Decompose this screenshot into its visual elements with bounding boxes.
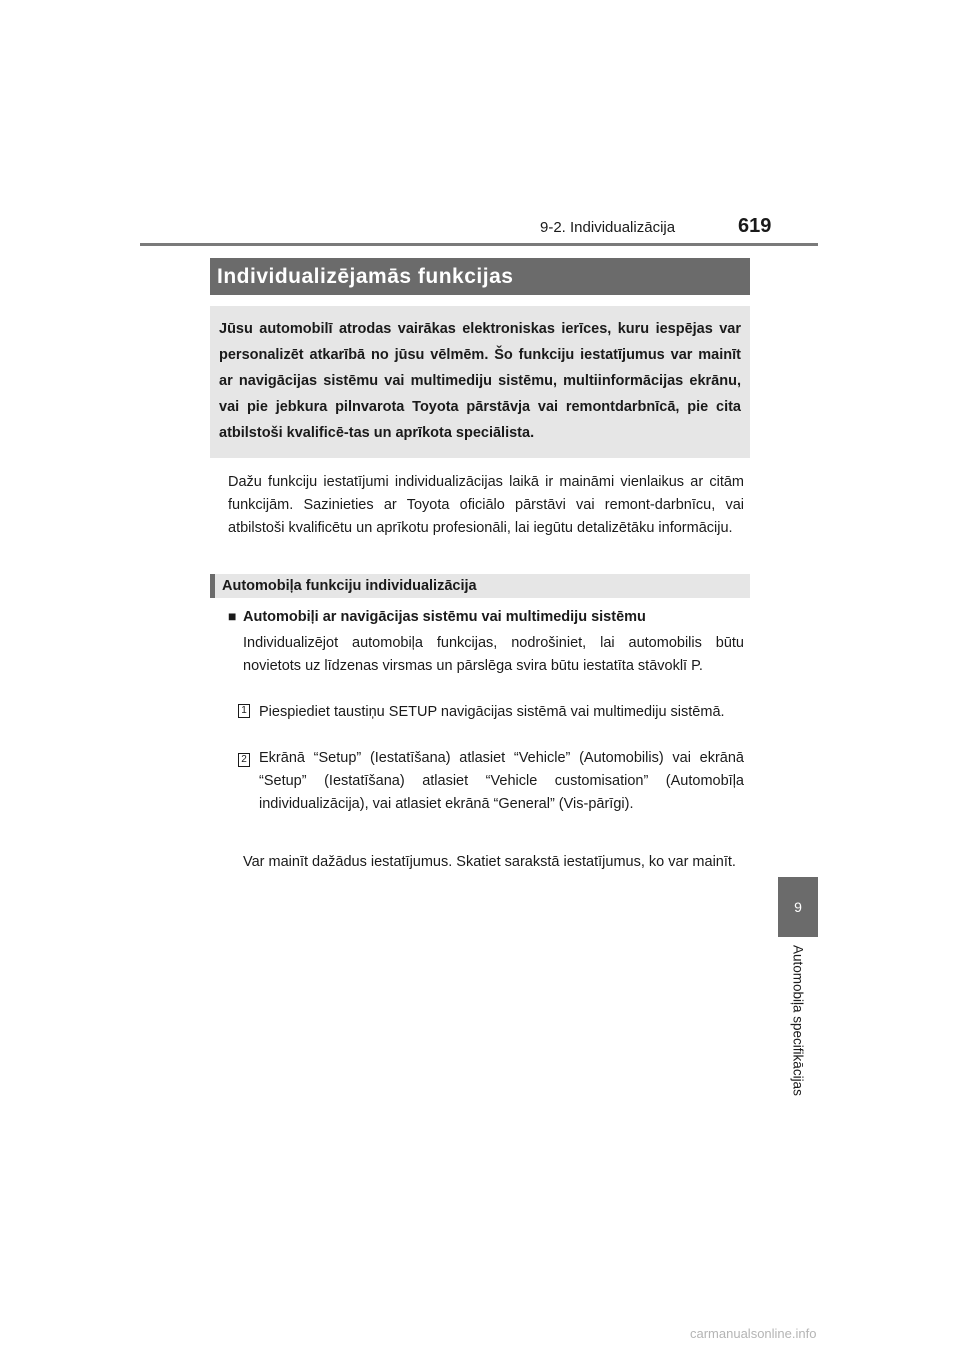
subheading-text: Automobiļi ar navigācijas sistēmu vai multimediju sistēmu	[243, 609, 646, 625]
paragraph-2: Individualizējot automobiļa funkcijas, nodrošiniet, lai automobilis būtu novietots uz līdzenas virsmas un pārslēga svira būtu iestatīta stāvoklī P.	[243, 635, 744, 674]
paragraph-1: Dažu funkciju iestatījumi individualizācijas laikā ir maināmi vienlaikus ar citām funkcijām. Sazinieties ar Toyota oficiālo pārstāvi vai remont-darbnīcu, vai atbilstoši kvalificētu un aprīkotu profesionāli, lai iegūtu detalizētāku informāciju.	[228, 474, 744, 536]
subheading	[228, 606, 748, 627]
step-number-1: 1	[238, 704, 250, 718]
chapter-tab	[778, 877, 818, 937]
square-bullet-icon: ■	[228, 608, 237, 624]
chapter-title-vertical	[786, 945, 810, 1115]
subsection-title-bar	[210, 574, 750, 598]
running-header-section: 9-2. Individualizācija	[540, 219, 676, 236]
chapter-title: Automobiļa specifikācijas	[790, 945, 806, 1096]
intro-text: Jūsu automobilī atrodas vairākas elektroniskas ierīces, kuru iespējas var personalizēt atkarībā no jūsu vēlmēm. Šo funkciju iestatījumus var mainīt ar navigācijas sistēmu vai multimediju sistēmu, multiinformācijas ekrānu, vai pie jebkura pilnvarota Toyota pārstāvja vai remontdarbnīcā, pie cita atbilstoši kvalificē-tas un aprīkota speciālista.	[219, 321, 741, 441]
page-number: 619	[738, 215, 772, 237]
step-text-1: Piespiediet taustiņu SETUP navigācijas sistēmā vai multimediju sistēmā.	[259, 704, 725, 720]
page-title: Individualizējamās funkcijas	[217, 264, 514, 288]
step-text-2: Ekrānā “Setup” (Iestatīšana) atlasiet “Vehicle” (Automobilis) vai ekrānā “Setup” (Iestatīšana) atlasiet “Vehicle customisation” (Automobīļa individualizācija), vai atlasiet ekrānā “General” (Vis-pārīgi).	[259, 750, 744, 812]
section-title-bar	[210, 258, 750, 295]
intro-box	[210, 306, 750, 458]
subsection-title: Automobiļa funkciju individualizācija	[222, 578, 477, 594]
header-divider	[140, 243, 818, 246]
paragraph-3: Var mainīt dažādus iestatījumus. Skatiet sarakstā iestatījumus, ko var mainīt.	[243, 854, 736, 870]
watermark: carmanualsonline.info	[690, 1326, 817, 1341]
step-number-2: 2	[238, 753, 250, 767]
chapter-number: 9	[794, 899, 802, 915]
